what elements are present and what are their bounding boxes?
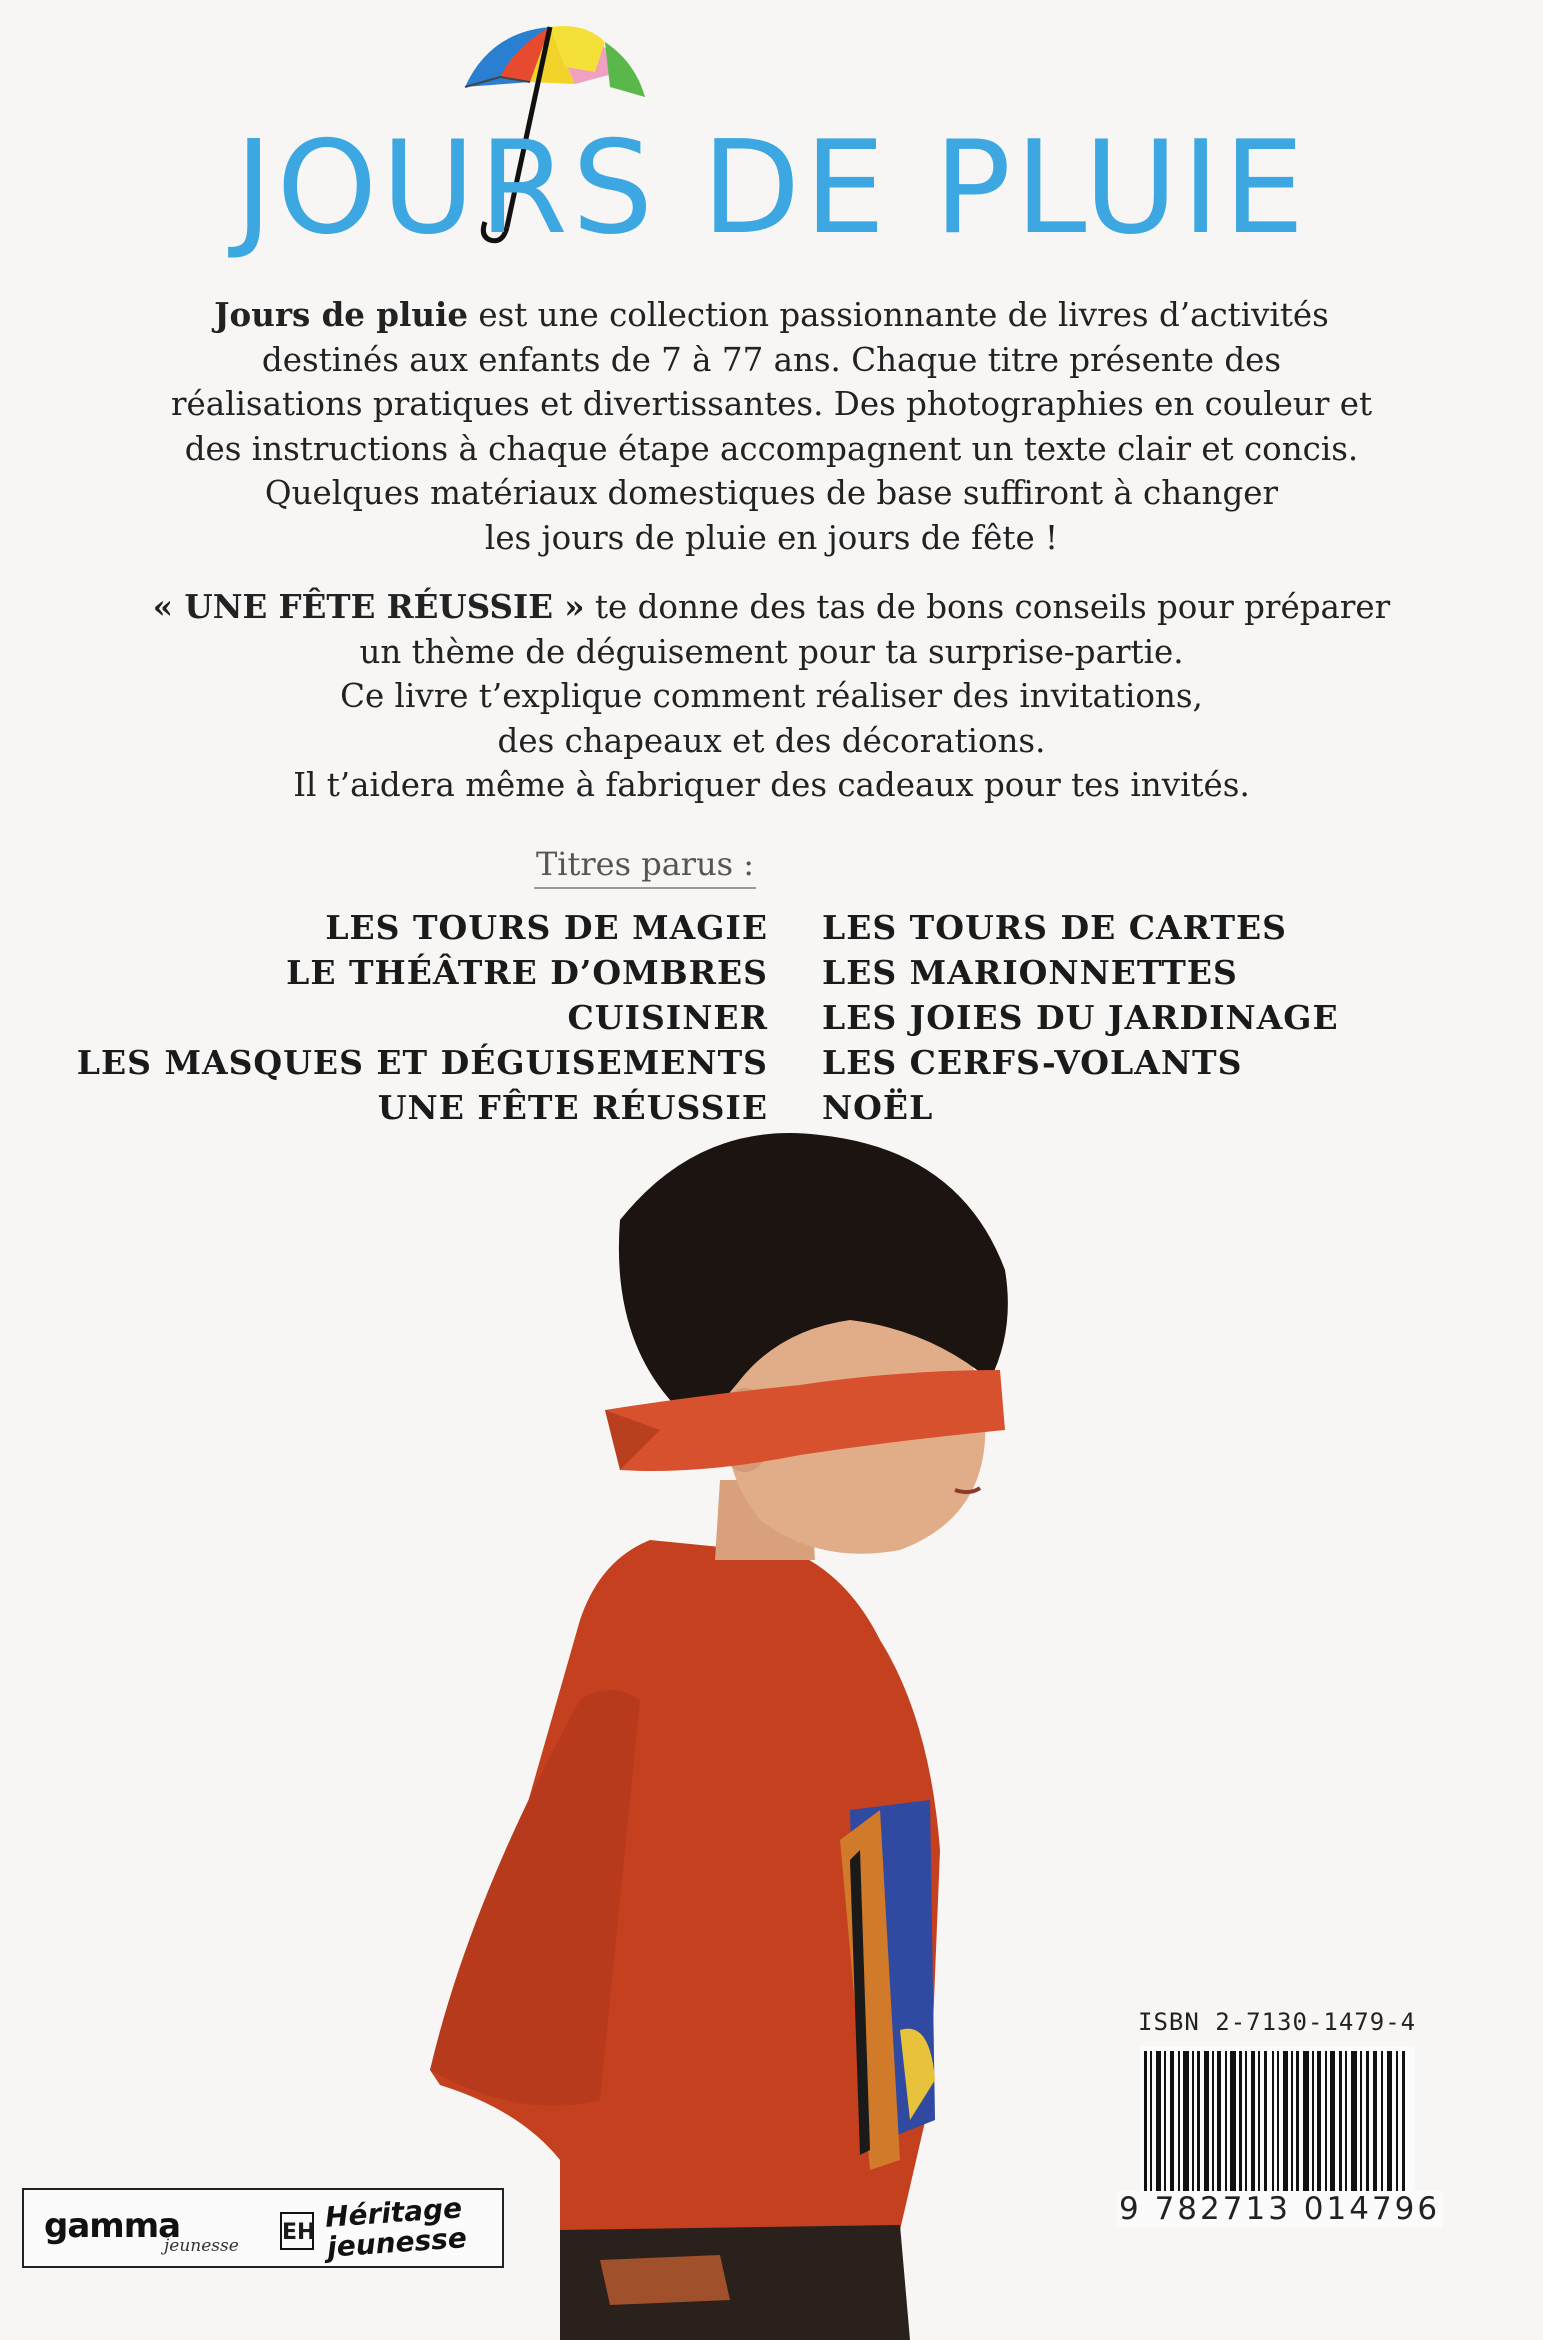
intro-line-1: est une collection passionnante de livres d’activités bbox=[468, 296, 1329, 334]
heritage-line-2: jeunesse bbox=[326, 2221, 468, 2264]
title-item: LES TOURS DE CARTES bbox=[822, 908, 1288, 947]
title-item: LES CERFS-VOLANTS bbox=[822, 1043, 1243, 1082]
description-line-5: Il t’aidera même à fabriquer des cadeaux pour tes invités. bbox=[293, 766, 1250, 804]
title-item: NOËL bbox=[822, 1088, 934, 1127]
heritage-line-1: Héritage bbox=[323, 2191, 464, 2234]
barcode-number: 9 782713 014796 bbox=[1119, 2191, 1441, 2227]
titles-left-column bbox=[77, 905, 768, 1130]
description-line-4: des chapeaux et des décorations. bbox=[497, 721, 1046, 760]
blindfolded-child-photo bbox=[420, 1120, 1140, 2340]
title-item: CUISINER bbox=[567, 998, 768, 1037]
titles-right-column bbox=[822, 905, 1339, 1130]
intro-line-3: réalisations pratiques et divertissantes. Des photographies en couleur et bbox=[170, 385, 1373, 423]
description-line-3: Ce livre t’explique comment réaliser des invitations, bbox=[340, 677, 1203, 715]
intro-line-2: destinés aux enfants de 7 à 77 ans. Chaque titre présente des bbox=[261, 340, 1282, 379]
isbn-text: ISBN 2-7130-1479-4 bbox=[1138, 2008, 1417, 2036]
heritage-jeunesse-logo bbox=[324, 2193, 468, 2263]
intro-lead: Jours de pluie bbox=[214, 295, 469, 334]
intro-line-4: des instructions à chaque étape accompagnent un texte clair et concis. bbox=[184, 429, 1359, 468]
titles-heading bbox=[0, 845, 1290, 883]
description-lead: « UNE FÊTE RÉUSSIE » bbox=[152, 587, 585, 626]
description-paragraph bbox=[120, 585, 1423, 808]
page-title: JOURS DE PLUIE bbox=[234, 114, 1309, 263]
title-item: UNE FÊTE RÉUSSIE bbox=[377, 1088, 768, 1127]
publisher-logos bbox=[22, 2188, 504, 2268]
description-line-1: te donne des tas de bons conseils pour préparer bbox=[584, 588, 1391, 626]
title-item: LE THÉÂTRE D’OMBRES bbox=[286, 953, 768, 992]
intro-paragraph bbox=[120, 293, 1423, 560]
title-item: LES TOURS DE MAGIE bbox=[325, 908, 768, 947]
description-line-2: un thème de déguisement pour ta surprise-partie. bbox=[359, 632, 1184, 671]
title-item: LES MASQUES ET DÉGUISEMENTS bbox=[76, 1043, 768, 1082]
intro-line-6: les jours de pluie en jours de fête ! bbox=[484, 518, 1059, 557]
intro-line-5: Quelques matériaux domestiques de base suffiront à changer bbox=[264, 474, 1279, 512]
eh-logo: EH bbox=[280, 2212, 314, 2250]
title-item: LES MARIONNETTES bbox=[822, 953, 1238, 992]
titles-label: Titres parus : bbox=[534, 845, 756, 889]
title-item: LES JOIES DU JARDINAGE bbox=[822, 998, 1339, 1037]
gamma-subtitle: jeunesse bbox=[164, 2236, 239, 2256]
gamma-logo: gamma bbox=[44, 2206, 181, 2246]
